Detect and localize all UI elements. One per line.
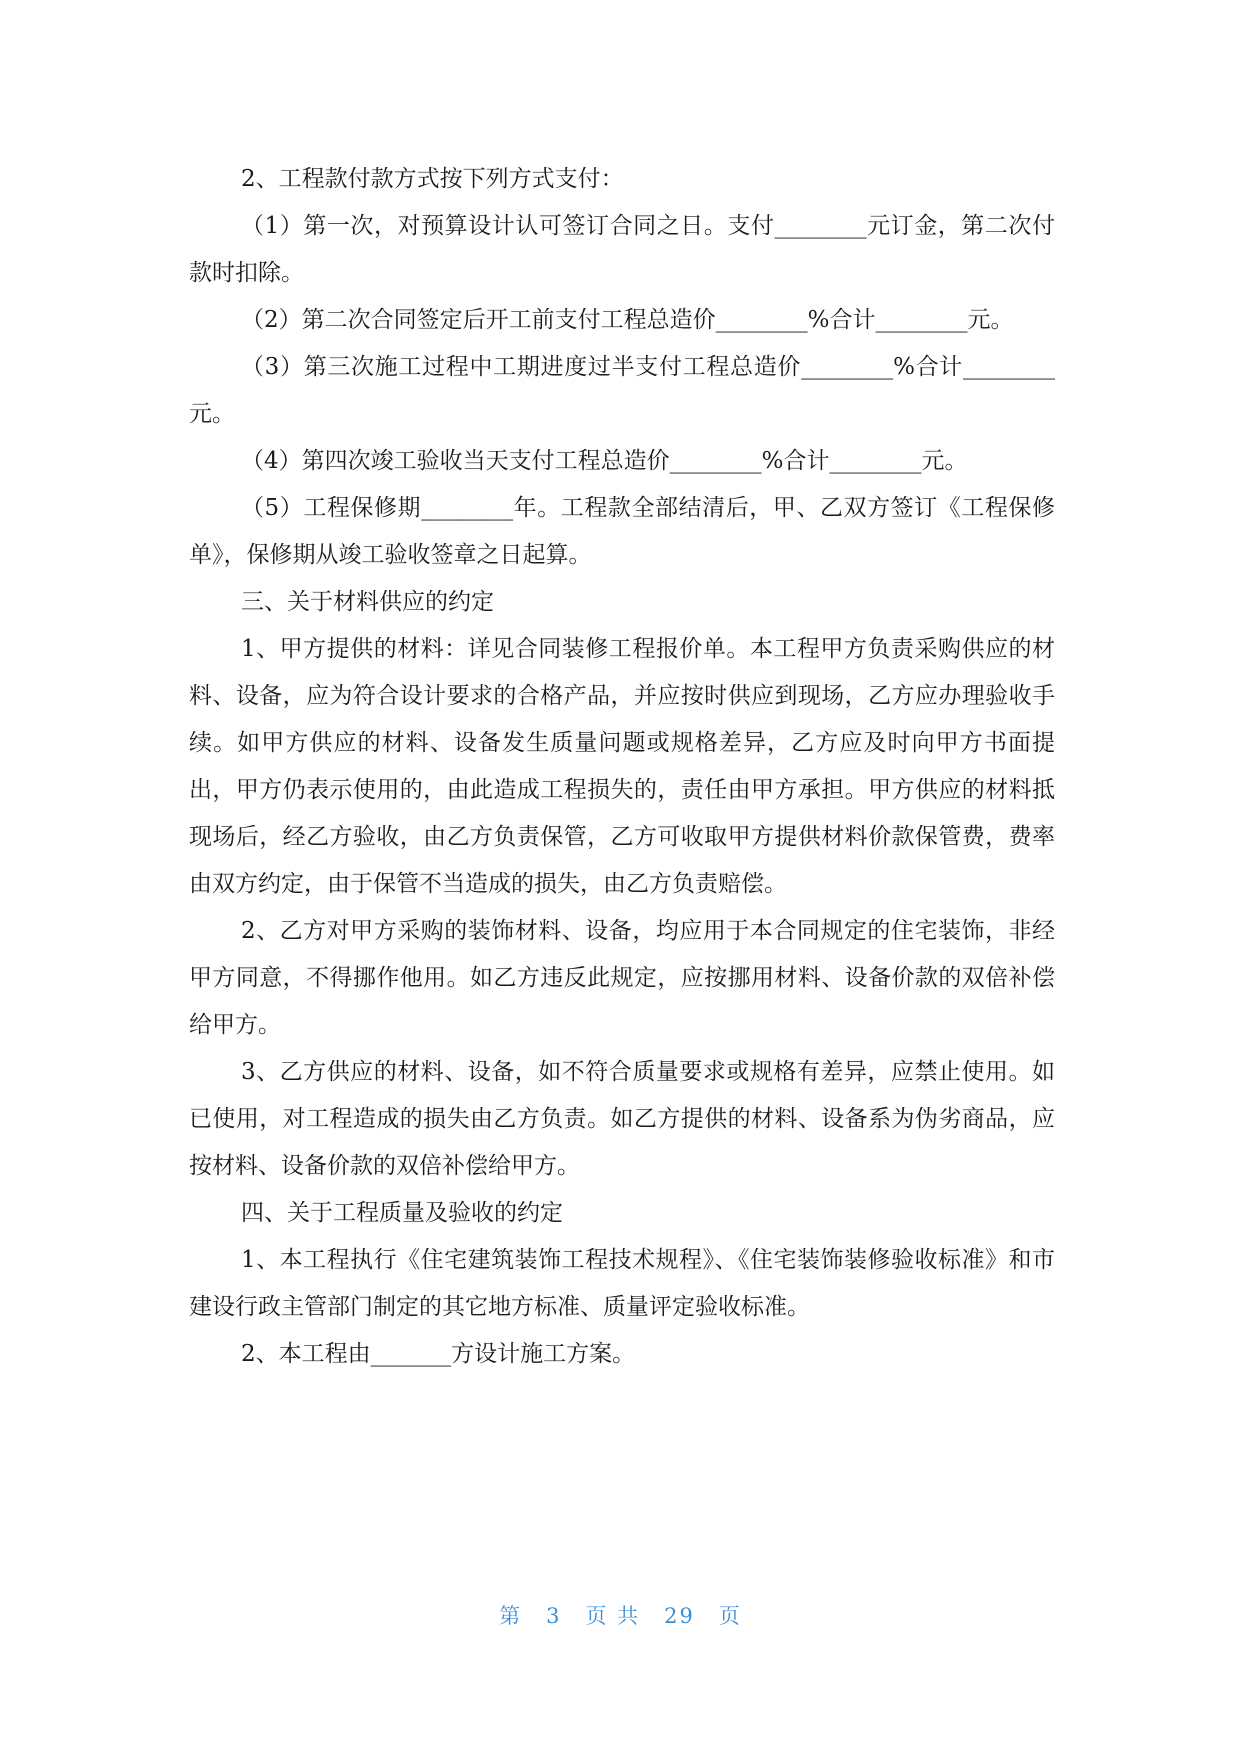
section-heading-materials: 三、关于材料供应的约定 xyxy=(241,589,494,615)
paragraph-payment-1: （1）第一次，对预算设计认可签订合同之日。支付________元订金，第二次付款时扣除。 xyxy=(189,213,1055,286)
footer-middle: 页 共 xyxy=(585,1604,641,1628)
paragraph-quality-2: 2、本工程由_______方设计施工方案。 xyxy=(241,1341,636,1367)
document-body xyxy=(189,156,1055,1378)
paragraph-payment-method: 2、工程款付款方式按下列方式支付： xyxy=(241,166,624,192)
footer-current-page: 3 xyxy=(546,1604,562,1628)
paragraph-materials-2: 2、乙方对甲方采购的装饰材料、设备，均应用于本合同规定的住宅装饰，非经甲方同意，不得挪作他用。如乙方违反此规定，应按挪用材料、设备价款的双倍补偿给甲方。 xyxy=(189,918,1055,1038)
paragraph-payment-2: （2）第二次合同签定后开工前支付工程总造价________%合计________元。 xyxy=(241,307,1014,333)
paragraph-payment-3: （3）第三次施工过程中工期进度过半支付工程总造价________%合计________元。 xyxy=(189,354,1055,427)
footer-suffix: 页 xyxy=(718,1604,742,1628)
paragraph-quality-1: 1、本工程执行《住宅建筑装饰工程技术规程》、《住宅装饰装修验收标准》和市建设行政主管部门制定的其它地方标准、质量评定验收标准。 xyxy=(189,1247,1055,1320)
footer-prefix: 第 xyxy=(499,1604,523,1628)
paragraph-payment-4: （4）第四次竣工验收当天支付工程总造价________%合计________元。 xyxy=(241,448,968,474)
paragraph-materials-1: 1、甲方提供的材料：详见合同装修工程报价单。本工程甲方负责采购供应的材料、设备，应为符合设计要求的合格产品，并应按时供应到现场，乙方应办理验收手续。如甲方供应的材料、设备发生质量问题或规格差异，乙方应及时向甲方书面提出，甲方仍表示使用的，由此造成工程损失的，责任由甲方承担。甲方供应的材料抵现场后，经乙方验收，由乙方负责保管，乙方可收取甲方提供材料价款保管费，费率由双方约定，由于保管不当造成的损失，由乙方负责赔偿。 xyxy=(189,636,1055,897)
page-footer xyxy=(0,1600,1241,1630)
paragraph-materials-3: 3、乙方供应的材料、设备，如不符合质量要求或规格有差异，应禁止使用。如已使用，对工程造成的损失由乙方负责。如乙方提供的材料、设备系为伪劣商品，应按材料、设备价款的双倍补偿给甲方。 xyxy=(189,1059,1055,1179)
footer-total-pages: 29 xyxy=(664,1604,695,1628)
section-heading-quality: 四、关于工程质量及验收的约定 xyxy=(241,1200,563,1226)
paragraph-payment-5: （5）工程保修期________年。工程款全部结清后，甲、乙双方签订《工程保修单》，保修期从竣工验收签章之日起算。 xyxy=(189,495,1055,568)
